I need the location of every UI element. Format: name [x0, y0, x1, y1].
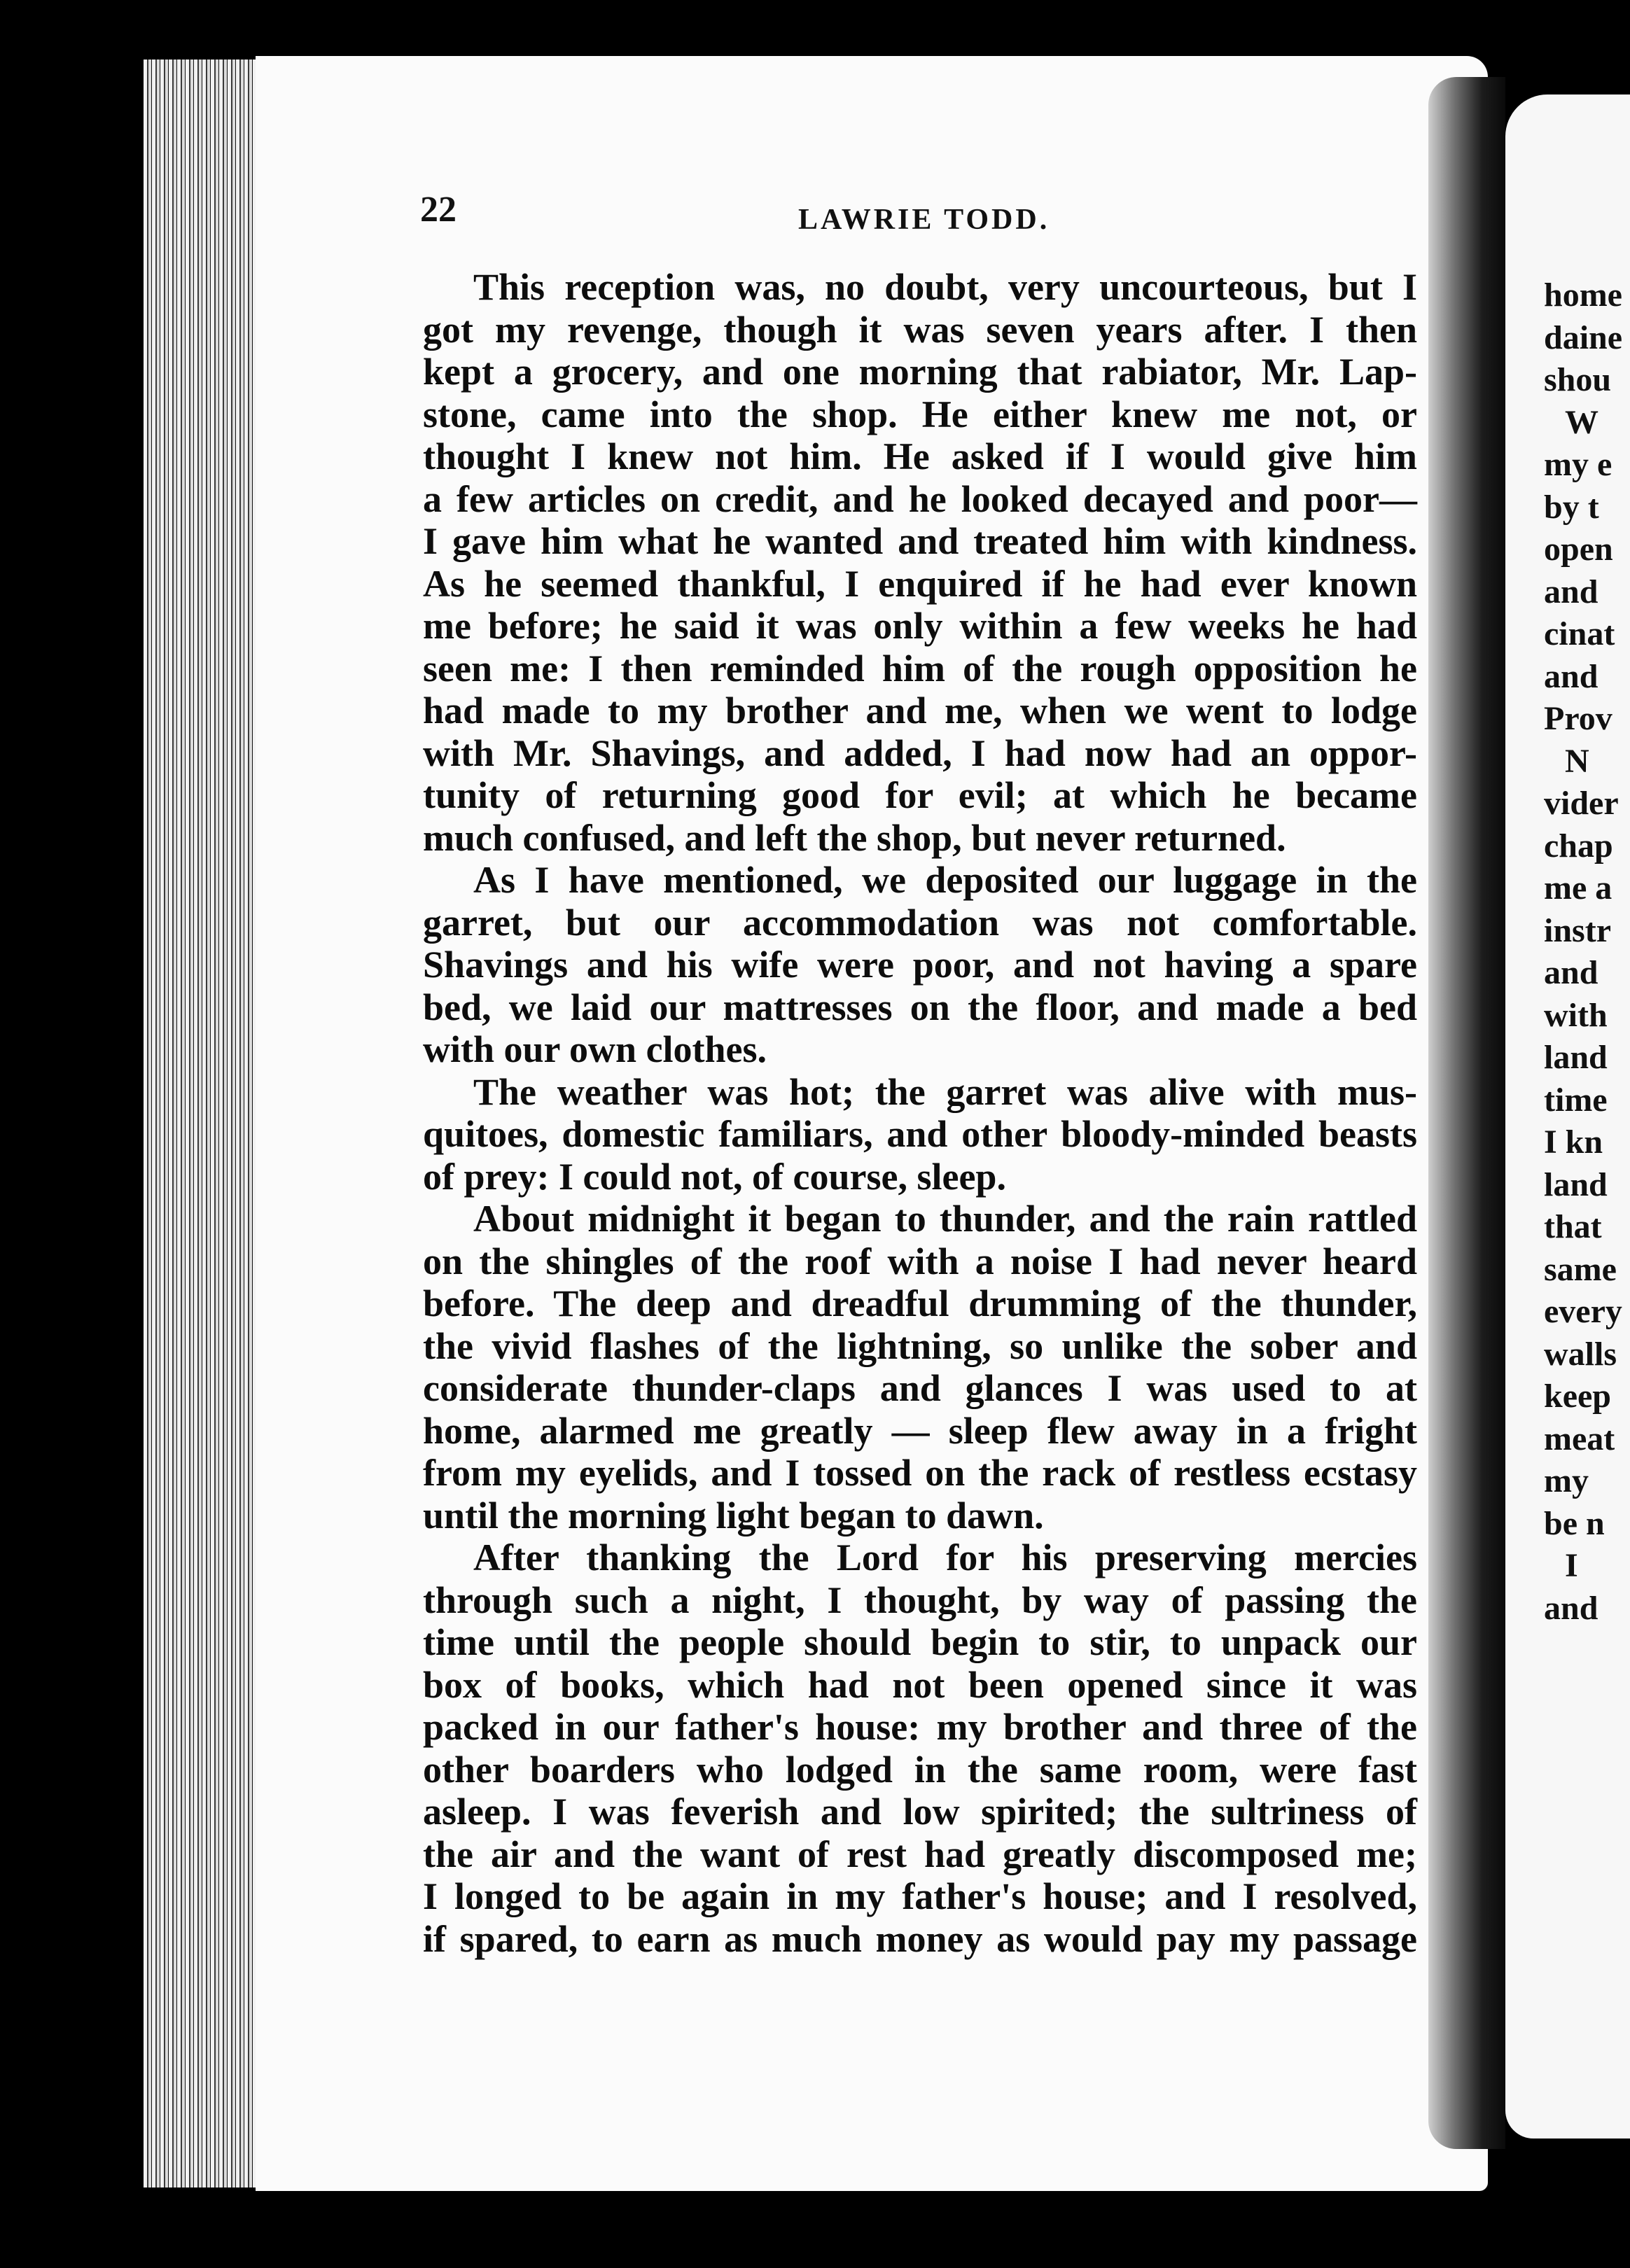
text-line: kept a grocery, and one morning that rabiator, Mr. Lap- [423, 351, 1417, 393]
right-page-line: I [1565, 1547, 1578, 1584]
right-page-line: home [1544, 276, 1622, 314]
text-line: me before; he said it was only within a few weeks he had [423, 605, 1417, 647]
right-page-line: and [1544, 573, 1598, 610]
text-line: quitoes, domestic familiars, and other bloody-minded beasts [423, 1113, 1417, 1155]
right-page-line: keep [1544, 1378, 1611, 1415]
text-line: with Mr. Shavings, and added, I had now had an oppor- [423, 732, 1417, 774]
text-line: I longed to be again in my father's house; and I resolved, [423, 1875, 1417, 1917]
text-line: through such a night, I thought, by way of passing the [423, 1578, 1417, 1621]
text-line: the air and the want of rest had greatly discomposed me; [423, 1833, 1417, 1875]
right-page-line: land [1544, 1166, 1608, 1203]
running-head: LAWRIE TODD. [798, 204, 1050, 236]
text-line: before. The deep and dreadful drumming of the thunder, [423, 1282, 1417, 1324]
text-line: if spared, to earn as much money as would pay my passage [423, 1917, 1417, 1960]
right-page-line: my [1544, 1462, 1589, 1499]
text-line: had made to my brother and me, when we went to lodge [423, 690, 1417, 732]
right-page-line: by t [1544, 488, 1599, 526]
right-page-line: and [1544, 1589, 1598, 1627]
right-page-text [1544, 274, 1622, 1630]
text-line: I gave him what he wanted and treated him with kindness. [423, 520, 1417, 562]
text-line: tunity of returning good for evil; at which he became [423, 774, 1417, 816]
right-page-line: my e [1544, 446, 1612, 483]
right-page-line: that [1544, 1208, 1602, 1245]
text-line: asleep. I was feverish and low spirited; the sultriness of [423, 1791, 1417, 1833]
text-line: bed, we laid our mattresses on the floor, and made a bed [423, 986, 1417, 1028]
text-line: As he seemed thankful, I enquired if he had ever known [423, 562, 1417, 605]
text-line: other boarders who lodged in the same room, were fast [423, 1748, 1417, 1791]
text-line: home, alarmed me greatly — sleep flew away in a fright [423, 1409, 1417, 1452]
right-page-line: every [1544, 1293, 1622, 1330]
right-page-line: me a [1544, 869, 1612, 906]
right-page-line: with [1544, 996, 1608, 1034]
text-line: considerate thunder-claps and glances I was used to at [423, 1367, 1417, 1409]
right-page-line: instr [1544, 911, 1611, 949]
text-line: packed in our father's house: my brother and three of the [423, 1706, 1417, 1748]
right-page-line: I kn [1544, 1124, 1603, 1161]
text-line: After thanking the Lord for his preserving mercies [473, 1536, 1417, 1578]
text-line: time until the people should begin to stir, to unpack our [423, 1621, 1417, 1663]
text-line: on the shingles of the roof with a noise I had never heard [423, 1240, 1417, 1282]
body-text [423, 266, 1417, 1960]
text-line: until the morning light began to dawn. [423, 1494, 1044, 1536]
text-line: This reception was, no doubt, very uncourteous, but I [473, 266, 1417, 308]
right-page-line: vider [1544, 785, 1619, 822]
right-page-line: daine [1544, 318, 1623, 356]
right-page-line: and [1544, 954, 1598, 991]
right-page-line: open [1544, 531, 1613, 568]
right-page-line: Prov [1544, 700, 1612, 737]
text-line: thought I knew not him. He asked if I would give him [423, 435, 1417, 477]
text-line: Shavings and his wife were poor, and not having a spare [423, 944, 1417, 986]
text-line: with our own clothes. [423, 1028, 767, 1070]
text-line: About midnight it began to thunder, and the rain rattled [473, 1198, 1417, 1240]
right-page-line: land [1544, 1039, 1608, 1076]
page-number: 22 [420, 190, 457, 230]
right-page-line: walls [1544, 1335, 1617, 1373]
text-line: The weather was hot; the garret was alive with mus- [473, 1070, 1417, 1113]
text-line: stone, came into the shop. He either knew me not, or [423, 393, 1417, 435]
right-page-line: meat [1544, 1420, 1615, 1457]
book-gutter [1428, 77, 1505, 2149]
text-line: got my revenge, though it was seven years after. I then [423, 308, 1417, 351]
right-page-line: and [1544, 657, 1598, 695]
right-page-line: shou [1544, 361, 1612, 398]
right-page-line: be n [1544, 1504, 1605, 1542]
text-line: garret, but our accommodation was not comfortable. [423, 901, 1417, 944]
text-line: the vivid flashes of the lightning, so unlike the sober and [423, 1324, 1417, 1367]
page-edges [144, 59, 259, 2188]
text-line: a few articles on credit, and he looked decayed and poor— [423, 477, 1417, 520]
text-line: As I have mentioned, we deposited our luggage in the [473, 859, 1417, 901]
right-page-line: time [1544, 1081, 1608, 1119]
right-page-line: N [1565, 742, 1589, 780]
text-line: box of books, which had not been opened since it was [423, 1663, 1417, 1706]
text-line: seen me: I then reminded him of the rough opposition he [423, 647, 1417, 690]
text-line: from my eyelids, and I tossed on the rack of restless ecstasy [423, 1452, 1417, 1494]
text-line: much confused, and left the shop, but never returned. [423, 816, 1286, 859]
right-page-line: W [1565, 403, 1598, 441]
right-page-line: same [1544, 1250, 1617, 1288]
right-page-line: chap [1544, 827, 1613, 864]
right-page-line: cinat [1544, 615, 1615, 652]
text-line: of prey: I could not, of course, sleep. [423, 1155, 1006, 1198]
